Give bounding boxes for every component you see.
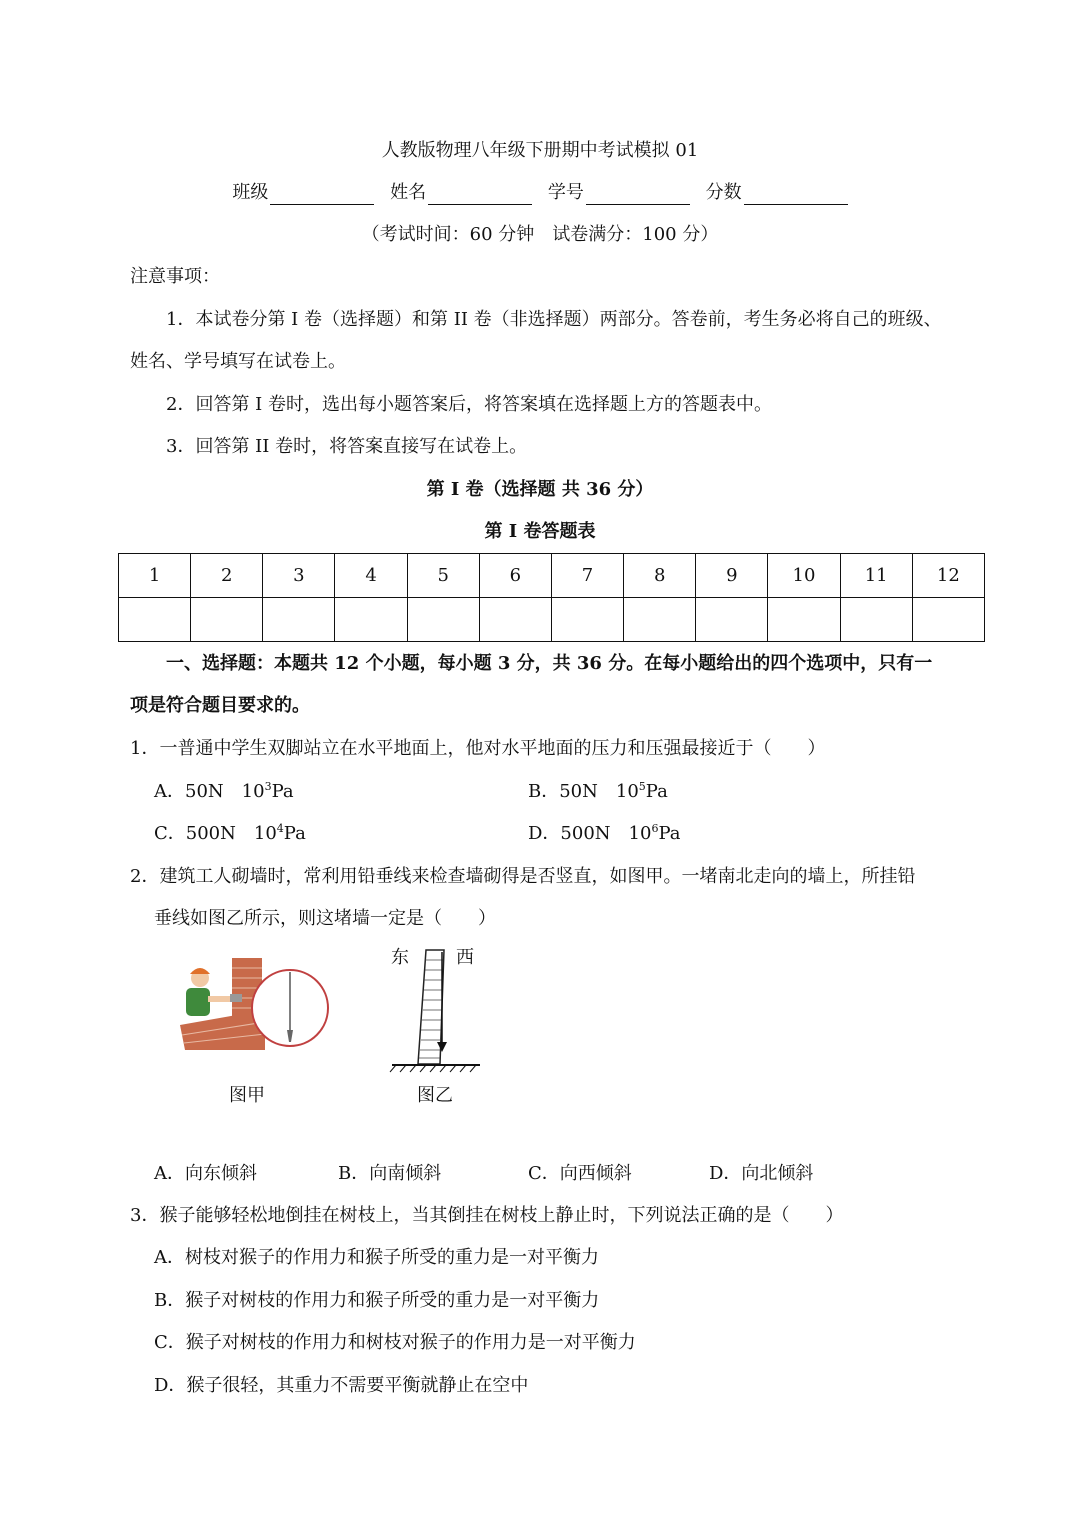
- q1-option-b: B．50N $10^5Pa$: [528, 780, 668, 802]
- answer-cell[interactable]: [479, 598, 551, 642]
- page-title: 人教版物理八年级下册期中考试模拟 01: [381, 140, 699, 161]
- q2-stem-line1: 2．建筑工人砌墙时，常利用铅垂线来检查墙砌得是否竖直，如图甲。一堵南北走向的墙上，所挂铅: [130, 866, 916, 887]
- section1-line1: 一、选择题：本题共 12 个小题，每小题 3 分，共 36 分。在每小题给出的四个选项中，只有一: [166, 653, 933, 674]
- figure-b-east-label: 东: [391, 947, 409, 968]
- answer-table-header: 12: [912, 554, 984, 598]
- answer-table-title: 第 I 卷答题表: [484, 521, 596, 542]
- answer-cell[interactable]: [551, 598, 623, 642]
- q1-stem: 1．一普通中学生双脚站立在水平地面上，他对水平地面的压力和压强最接近于（ ）: [130, 738, 826, 759]
- answer-cell[interactable]: [191, 598, 263, 642]
- name-blank: [428, 186, 532, 205]
- answer-table-header: 2: [191, 554, 263, 598]
- q2-option-b: B．向南倾斜: [338, 1163, 442, 1184]
- q3-stem: 3．猴子能够轻松地倒挂在树枝上，当其倒挂在树枝上静止时，下列说法正确的是（ ）: [130, 1205, 844, 1226]
- note-3: 3．回答第 II 卷时，将答案直接写在试卷上。: [166, 436, 528, 457]
- q3-option-a: A．树枝对猴子的作用力和猴子所受的重力是一对平衡力: [154, 1247, 599, 1268]
- score-label: 分数: [705, 182, 742, 203]
- q3-option-d: D．猴子很轻，其重力不需要平衡就静止在空中: [154, 1375, 529, 1396]
- class-blank: [270, 186, 374, 205]
- q1-option-d: D．500N $10^6Pa$: [528, 822, 681, 844]
- q3-option-b: B．猴子对树枝的作用力和猴子所受的重力是一对平衡力: [154, 1290, 600, 1311]
- figure-b-west-label: 西: [456, 947, 474, 968]
- answer-table-header: 8: [624, 554, 696, 598]
- answer-table: [118, 553, 985, 642]
- class-label: 班级: [232, 182, 269, 203]
- answer-cell[interactable]: [119, 598, 191, 642]
- figure-b-label: 图乙: [417, 1085, 453, 1106]
- student-id-label: 学号: [547, 182, 584, 203]
- exam-meta: （考试时间：60 分钟 试卷满分：100 分）: [361, 224, 719, 245]
- info-fields: [0, 181, 1080, 205]
- answer-table-header: 6: [479, 554, 551, 598]
- note-1-line1: 1．本试卷分第 I 卷（选择题）和第 II 卷（非选择题）两部分。答卷前，考生务必将自己的班级、: [166, 309, 942, 330]
- answer-table-header: 5: [407, 554, 479, 598]
- answer-table-header: 4: [335, 554, 407, 598]
- figure-b-wall-illustration: [388, 948, 484, 1074]
- q2-option-a: A．向东倾斜: [154, 1163, 257, 1184]
- answer-table-header: 10: [768, 554, 840, 598]
- answer-table-header: 9: [696, 554, 768, 598]
- q2-stem-line2: 垂线如图乙所示，则这堵墙一定是（ ）: [154, 908, 496, 929]
- figure-a-worker-illustration: [170, 950, 340, 1060]
- q2-option-d: D．向北倾斜: [709, 1163, 814, 1184]
- q3-option-c: C．猴子对树枝的作用力和树枝对猴子的作用力是一对平衡力: [154, 1332, 636, 1353]
- figure-a-label: 图甲: [229, 1085, 265, 1106]
- section1-line2: 项是符合题目要求的。: [130, 695, 310, 716]
- q1-option-c: C．500N $10^4Pa$: [154, 822, 306, 844]
- answer-cell[interactable]: [407, 598, 479, 642]
- score-blank: [744, 186, 848, 205]
- answer-cell[interactable]: [263, 598, 335, 642]
- answer-cell[interactable]: [768, 598, 840, 642]
- answer-cell[interactable]: [335, 598, 407, 642]
- answer-table-header: 1: [119, 554, 191, 598]
- q1-option-a: A．50N $10^3Pa$: [154, 780, 294, 802]
- q2-option-c: C．向西倾斜: [528, 1163, 632, 1184]
- note-1-line2: 姓名、学号填写在试卷上。: [130, 351, 346, 372]
- student-id-blank: [586, 186, 690, 205]
- answer-cell[interactable]: [624, 598, 696, 642]
- answer-table-header: 7: [551, 554, 623, 598]
- name-label: 姓名: [390, 182, 427, 203]
- answer-cell[interactable]: [912, 598, 984, 642]
- part1-title: 第 I 卷（选择题 共 36 分）: [426, 479, 654, 500]
- note-2: 2．回答第 I 卷时，选出每小题答案后，将答案填在选择题上方的答题表中。: [166, 394, 773, 415]
- answer-table-header: 11: [840, 554, 912, 598]
- notes-heading: 注意事项：: [130, 266, 220, 287]
- answer-table-header: 3: [263, 554, 335, 598]
- answer-cell[interactable]: [840, 598, 912, 642]
- answer-table-input-row: [119, 598, 985, 642]
- answer-cell[interactable]: [696, 598, 768, 642]
- answer-table-header-row: [119, 554, 985, 598]
